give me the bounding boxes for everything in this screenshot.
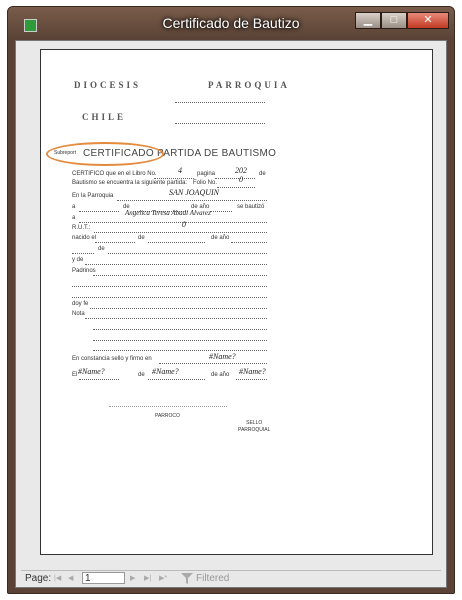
rut-line	[94, 232, 267, 233]
certifico-label: CERTIFICO que en el Libro No.	[72, 171, 157, 177]
subreport-label: Subreport	[54, 150, 76, 156]
sign-month-value: #Name?	[152, 367, 179, 376]
title-bar[interactable]	[8, 7, 454, 39]
parroco-signature-line	[109, 406, 227, 407]
last-page-button[interactable]: ▶|	[144, 575, 152, 582]
de-label-4: de	[138, 372, 145, 378]
parroquia-label: PARROQUIA	[208, 80, 290, 90]
nota-label: Nota	[72, 311, 85, 317]
padrinos-line-3	[72, 297, 267, 298]
report-page	[40, 49, 433, 555]
en-parroquia-label: En la Parroquia	[72, 193, 114, 199]
year-line	[210, 211, 232, 212]
de-ano-label: de año	[191, 204, 210, 210]
nota-line-4	[93, 350, 267, 351]
next-page-button[interactable]: ▶	[130, 575, 136, 582]
chile-label: CHILE	[82, 112, 127, 122]
se-bautizo-label: se bautizó	[237, 204, 265, 210]
report-preview-area	[15, 40, 447, 588]
minimize-button[interactable]: ▁	[355, 12, 381, 29]
sign-day-line	[79, 379, 119, 380]
maximize-button[interactable]: □	[381, 12, 407, 29]
doy-fe-line	[90, 308, 267, 309]
padrinos-line-2	[72, 286, 267, 287]
parroquia-name-line	[117, 200, 267, 201]
father-line-prefix	[72, 253, 94, 254]
pagina-line	[215, 178, 255, 179]
window-title: Certificado de Bautizo	[162, 15, 300, 31]
constancia-name-value: #Name?	[209, 352, 236, 361]
folio-line	[217, 187, 255, 188]
parroco-label: PARROCO	[155, 413, 180, 419]
rut-value: 0	[182, 220, 186, 229]
de-label-3: de	[98, 246, 105, 252]
parroquia-line	[175, 102, 265, 103]
filtered-label[interactable]: Filtered	[196, 573, 230, 584]
nacido-label: nacido el	[72, 235, 97, 241]
filter-icon	[181, 573, 193, 587]
close-button[interactable]: ✕	[407, 12, 449, 29]
sign-month-line	[148, 379, 205, 380]
doy-fe-label: doy fe	[72, 301, 89, 307]
father-line	[108, 253, 267, 254]
report-window	[7, 6, 455, 594]
prev-page-button[interactable]: ◀	[68, 575, 74, 582]
rut-label: R.U.T.:	[72, 225, 91, 231]
folio-value: 0	[239, 175, 243, 184]
pagina-label: pagina	[197, 171, 216, 177]
a-label-2: a	[72, 215, 76, 221]
child-name-value: Angelica Teresa Abadi Alvarez	[125, 209, 211, 217]
sign-year-value: #Name?	[239, 367, 266, 376]
new-page-button[interactable]: ▶*	[159, 575, 168, 582]
constancia-label: En constancia sello y firmo en	[72, 356, 152, 362]
folio-label: Folio No.	[193, 180, 218, 186]
born-day-line	[95, 242, 135, 243]
nota-line-1	[85, 318, 267, 319]
certificate-title: CERTIFICADO PARTIDA DE BAUTISMO	[83, 148, 277, 159]
y-de-label: y de	[72, 257, 84, 263]
nota-line-2	[93, 329, 267, 330]
sello-label: SELLO PARROQUIAL	[238, 420, 271, 433]
page-label: Page:	[25, 573, 52, 584]
first-page-button[interactable]: |◀	[54, 575, 62, 582]
de-label-2: de	[138, 235, 145, 241]
record-navigation-bar	[21, 570, 441, 587]
mother-line	[85, 264, 267, 265]
el-name-value: #Name?	[78, 367, 105, 376]
padrinos-label: Padrinos	[72, 268, 96, 274]
libro-value: 4	[178, 166, 182, 175]
de-ano-label-3: de año	[211, 372, 230, 378]
el-label: El	[72, 372, 78, 378]
de-label: de	[259, 171, 266, 177]
bautismo-line-label: Bautismo se encuentra la siguiente partida:	[72, 180, 188, 186]
chile-line	[175, 123, 265, 124]
day-line	[79, 211, 119, 212]
pagina-value: 202	[235, 166, 247, 175]
sign-year-line	[236, 379, 267, 380]
libro-line	[154, 178, 194, 179]
nota-line-3	[93, 340, 267, 341]
child-name-line	[79, 222, 267, 223]
parroquia-name-value: SAN JOAQUIN	[169, 188, 219, 197]
born-month-line	[148, 242, 205, 243]
padrinos-line-1	[93, 275, 267, 276]
born-year-line	[231, 242, 267, 243]
a-label-1: a	[72, 204, 76, 210]
de-ano-label-2: de año	[211, 235, 230, 241]
subreport-highlight-oval	[46, 142, 164, 166]
page-number-input[interactable]: 1	[82, 572, 125, 584]
constancia-line	[159, 363, 267, 364]
de-label-1: de	[123, 204, 130, 210]
diocesis-label: DIOCESIS	[74, 80, 142, 90]
